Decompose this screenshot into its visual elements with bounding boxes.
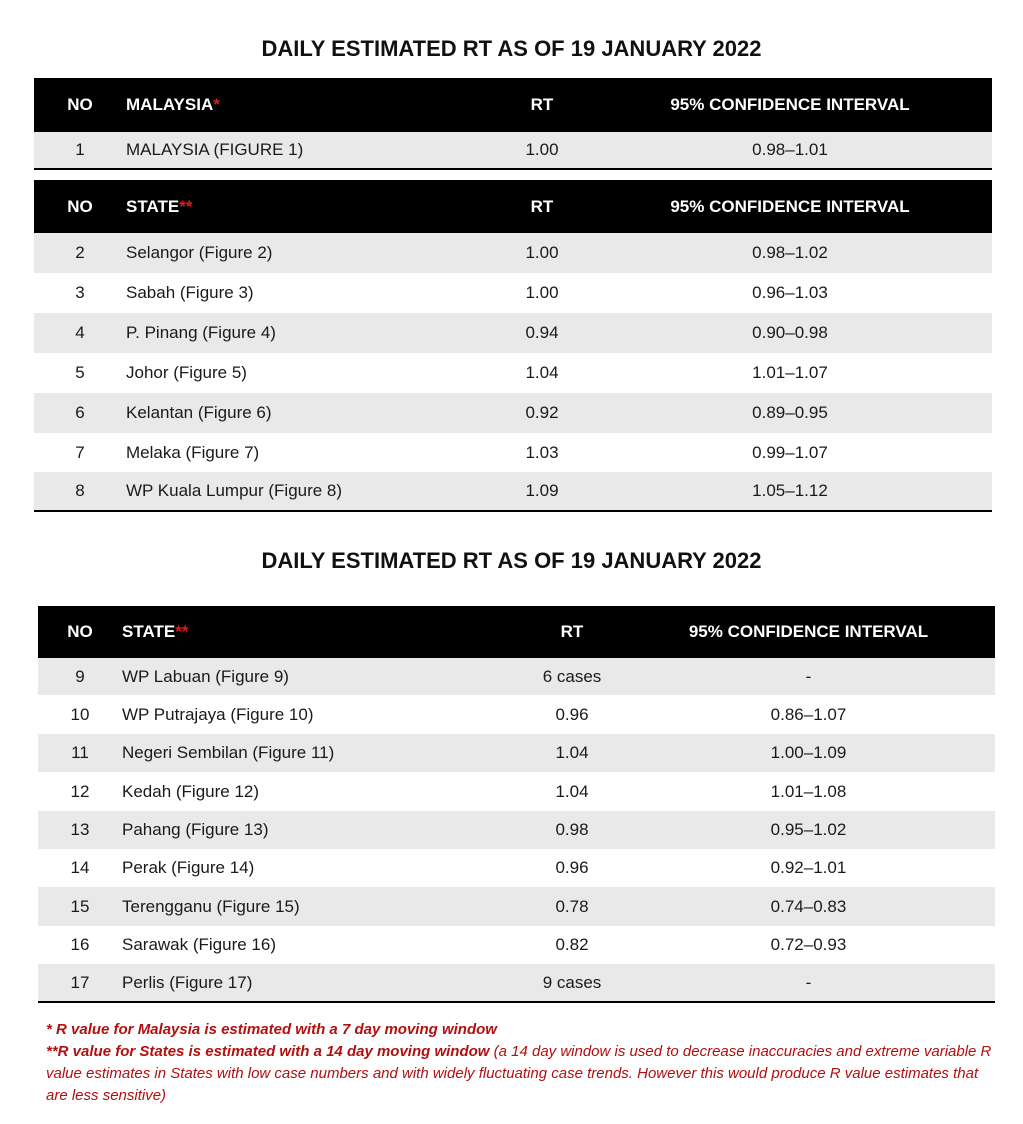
cell-name: Perlis (Figure 17) — [122, 964, 522, 1002]
cell-no: 9 — [38, 658, 122, 695]
cell-name: WP Labuan (Figure 9) — [122, 658, 522, 695]
cell-rt: 0.96 — [522, 695, 622, 734]
cell-no: 4 — [34, 313, 126, 353]
cell-rt: 1.00 — [496, 132, 588, 169]
cell-ci: 0.74–0.83 — [622, 887, 995, 926]
table-row — [38, 887, 995, 926]
table-header-row — [38, 606, 995, 658]
footnote-malaysia: * R value for Malaysia is estimated with a 7 day moving window — [46, 1021, 497, 1038]
cell-rt: 1.00 — [496, 233, 588, 273]
cell-rt: 1.03 — [496, 433, 588, 472]
cell-name: Pahang (Figure 13) — [122, 811, 522, 849]
header-ci: 95% CONFIDENCE INTERVAL — [588, 78, 992, 132]
page-title: DAILY ESTIMATED RT AS OF 19 JANUARY 2022 — [261, 36, 762, 61]
cell-ci: 0.72–0.93 — [622, 926, 995, 964]
table-row — [38, 734, 995, 772]
footnote-states: **R value for States is estimated with a 14 day moving window (a 14 day window is used to decrease inaccuracies and extreme variable R value estimates in States with low case numbers and with widely fluctuating case trends. However this would produce R value estimates that are less sensitive) — [46, 1043, 992, 1104]
footnote-star: ** — [179, 196, 193, 216]
table-row — [34, 393, 992, 433]
cell-ci: - — [622, 964, 995, 1002]
cell-ci: 0.92–1.01 — [622, 849, 995, 887]
cell-rt: 1.00 — [496, 273, 588, 313]
malaysia-rt-table — [34, 78, 992, 170]
cell-name: Kelantan (Figure 6) — [126, 393, 496, 433]
cell-name: Sarawak (Figure 16) — [122, 926, 522, 964]
cell-name: P. Pinang (Figure 4) — [126, 313, 496, 353]
cell-ci: 1.00–1.09 — [622, 734, 995, 772]
cell-rt: 1.04 — [522, 734, 622, 772]
footnotes — [46, 1019, 996, 1107]
cell-ci: 0.96–1.03 — [588, 273, 992, 313]
cell-ci: - — [622, 658, 995, 695]
cell-no: 14 — [38, 849, 122, 887]
cell-name: Negeri Sembilan (Figure 11) — [122, 734, 522, 772]
cell-no: 17 — [38, 964, 122, 1002]
cell-name: Sabah (Figure 3) — [126, 273, 496, 313]
cell-ci: 1.01–1.08 — [622, 772, 995, 811]
cell-name: WP Putrajaya (Figure 10) — [122, 695, 522, 734]
table-row — [34, 273, 992, 313]
cell-no: 2 — [34, 233, 126, 273]
table-header-row — [34, 78, 992, 132]
cell-name: WP Kuala Lumpur (Figure 8) — [126, 472, 496, 511]
cell-rt: 0.96 — [522, 849, 622, 887]
cell-no: 5 — [34, 353, 126, 393]
table-row — [34, 472, 992, 511]
cell-ci: 0.86–1.07 — [622, 695, 995, 734]
cell-rt: 1.09 — [496, 472, 588, 511]
table-row — [34, 233, 992, 273]
table-row — [38, 772, 995, 811]
cell-no: 1 — [34, 132, 126, 169]
cell-ci: 0.99–1.07 — [588, 433, 992, 472]
cell-ci: 0.89–0.95 — [588, 393, 992, 433]
cell-ci: 1.05–1.12 — [588, 472, 992, 511]
table-row — [38, 926, 995, 964]
cell-ci: 0.95–1.02 — [622, 811, 995, 849]
section-title: DAILY ESTIMATED RT AS OF 19 JANUARY 2022 — [261, 548, 762, 573]
cell-no: 11 — [38, 734, 122, 772]
header-no: NO — [38, 606, 122, 658]
cell-name: Terengganu (Figure 15) — [122, 887, 522, 926]
cell-name: MALAYSIA (FIGURE 1) — [126, 132, 496, 169]
header-no: NO — [34, 180, 126, 233]
table-row — [38, 695, 995, 734]
header-no: NO — [34, 78, 126, 132]
cell-rt: 0.78 — [522, 887, 622, 926]
header-ci: 95% CONFIDENCE INTERVAL — [622, 606, 995, 658]
cell-no: 7 — [34, 433, 126, 472]
cell-no: 3 — [34, 273, 126, 313]
table-row — [38, 811, 995, 849]
cell-no: 15 — [38, 887, 122, 926]
cell-no: 10 — [38, 695, 122, 734]
state-rt-table-2 — [38, 606, 995, 1003]
table-row — [38, 964, 995, 1002]
cell-name: Kedah (Figure 12) — [122, 772, 522, 811]
header-name: MALAYSIA* — [126, 78, 496, 132]
cell-rt: 1.04 — [522, 772, 622, 811]
table-row — [38, 658, 995, 695]
table-row — [34, 353, 992, 393]
header-rt: RT — [496, 180, 588, 233]
cell-name: Johor (Figure 5) — [126, 353, 496, 393]
header-rt: RT — [522, 606, 622, 658]
footnote-star: * — [213, 95, 220, 114]
cell-name: Melaka (Figure 7) — [126, 433, 496, 472]
table-row — [34, 132, 992, 169]
cell-rt: 0.82 — [522, 926, 622, 964]
state-rt-table-1 — [34, 180, 992, 512]
footnote-star: ** — [175, 622, 189, 641]
table-row — [38, 849, 995, 887]
cell-rt: 0.98 — [522, 811, 622, 849]
table-row — [34, 433, 992, 472]
cell-no: 16 — [38, 926, 122, 964]
cell-name: Selangor (Figure 2) — [126, 233, 496, 273]
cell-no: 8 — [34, 472, 126, 511]
cell-ci: 0.98–1.01 — [588, 132, 992, 169]
cell-name: Perak (Figure 14) — [122, 849, 522, 887]
cell-ci: 0.98–1.02 — [588, 233, 992, 273]
cell-rt: 0.92 — [496, 393, 588, 433]
header-rt: RT — [496, 78, 588, 132]
table-header-row — [34, 180, 992, 233]
cell-no: 12 — [38, 772, 122, 811]
header-name: STATE** — [122, 606, 522, 658]
header-ci: 95% CONFIDENCE INTERVAL — [588, 180, 992, 233]
cell-ci: 1.01–1.07 — [588, 353, 992, 393]
cell-ci: 0.90–0.98 — [588, 313, 992, 353]
cell-rt: 6 cases — [522, 658, 622, 695]
cell-no: 13 — [38, 811, 122, 849]
cell-no: 6 — [34, 393, 126, 433]
cell-rt: 0.94 — [496, 313, 588, 353]
cell-rt: 1.04 — [496, 353, 588, 393]
cell-rt: 9 cases — [522, 964, 622, 1002]
header-name: STATE** — [126, 180, 496, 233]
table-row — [34, 313, 992, 353]
